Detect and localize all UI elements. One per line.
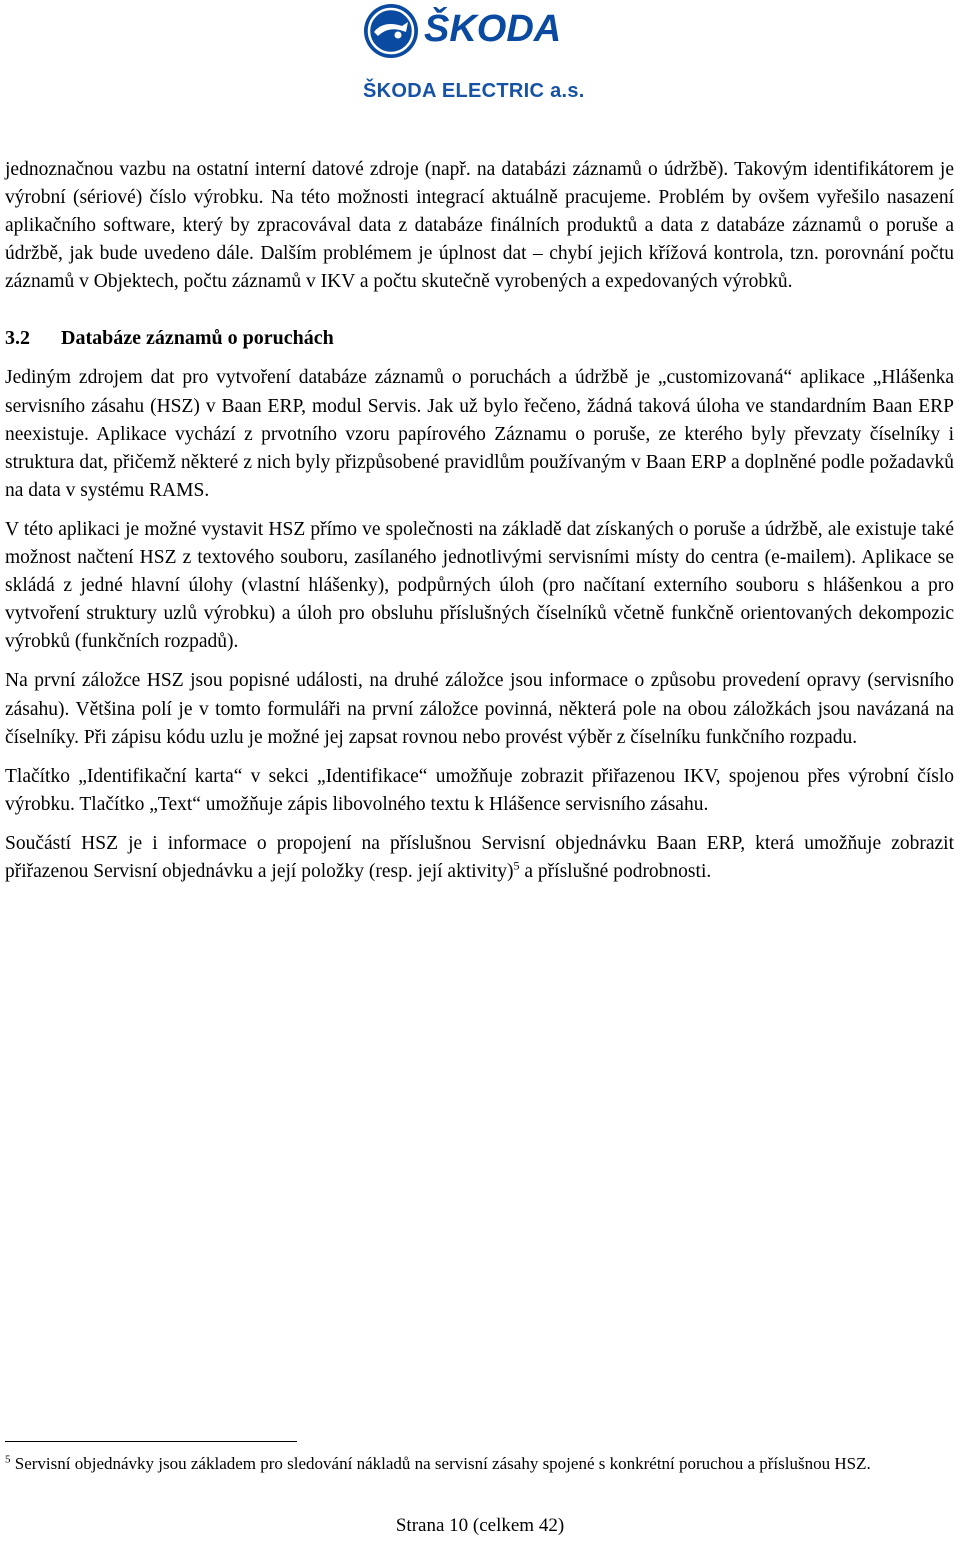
paragraph-6-text: Součástí HSZ je i informace o propojení na příslušnou Servisní objednávku Baan ERP, která umožňuje zobrazit přiřazenou Servisní objednávku a její položky (resp. její aktivity) [5,832,954,882]
footnote-text: Servisní objednávky jsou základem pro sledování nákladů na servisní zásahy spojené s konkrétní poruchou a příslušnou HSZ. [10,1454,871,1473]
footnote-number: 5 [5,1453,11,1466]
footnote-reference: 5 [513,858,520,873]
section-title: Databáze záznamů o poruchách [61,327,334,350]
page-header [0,0,960,110]
section-heading [5,324,954,352]
page-number: Strana 10 (celkem 42) [395,1515,565,1536]
footnote-divider [5,1441,297,1442]
paragraph-6 [5,830,954,886]
paragraph-3: V této aplikaci je možné vystavit HSZ přímo ve společnosti na základě dat získaných o poruše a údržbě, ale existuje také možnost načtení HSZ z textového souboru, zasílaného jednotlivými servisními místy do centra (e-mailem). Aplikace se skládá z jedné hlavní úlohy (vlastní hlášenky), podpůrných úloh (pro načítaní externího souboru s hlášenkou a pro vytvoření struktury uzlů výrobku) a úloh pro obsluhu příslušných číselníků včetně funkčně orientovaných dekompozic výrobků (funkčních rozpadů). [5,518,954,653]
paragraph-2: Jediným zdrojem dat pro vytvoření databáze záznamů o poruchách a údržbě je „customizovaná“ aplikace „Hlášenka servisního zásahu (HSZ) v Baan ERP, modul Servis. Jak už bylo řečeno, žádná taková úloha ve standardním Baan ERP neexistuje. Aplikace vychází z prvotního vzoru papírového Záznamu o poruše, ze kterého byly převzaty číselníky i struktura dat, přičemž některé z nich byly přizpůsobené pravidlům používaným v Baan ERP a doplněné podle požadavků na data v systému RAMS. [5,367,954,501]
paragraph-5: Tlačítko „Identifikační karta“ v sekci „Identifikace“ umožňuje zobrazit přiřazenou IKV, spojenou přes výrobní číslo výrobku. Tlačítko „Text“ umožňuje zápis libovolného textu k Hlášence servisního zásahu. [5,765,954,815]
skoda-logo-text: ŠKODA [424,8,562,50]
paragraph-1: jednoznačnou vazbu na ostatní interní datové zdroje (např. na databázi záznamů o údržbě). Takovým identifikátorem je výrobní (sériové) číslo výrobku. Na této možnosti integrací aktuálně pracujeme. Problém by ovšem vyřešilo nasazení aplikačního software, který by zpracovával data z databáze finálních produktů a data z databáze záznamů o poruše a údržbě, jak bude uvedeno dále. Dalším problémem je úplnost dat – chybí jejich křížová kontrola, tzn. porovnání počtu záznamů v Objektech, počtu záznamů v IKV a počtu skutečně vyrobených a expedovaných výrobků. [5,159,954,293]
paragraph-4: Na první záložce HSZ jsou popisné události, na druhé záložce jsou informace o způsobu provedení opravy (servisního zásahu). Většina polí je v tomto formuláři na první záložce povinná, některá pole na obou záložkách jsou navázaná na číselníky. Při zápisu kódu uzlu je možné jej zapsat rovnou nebo provést výběr z číselníku funkčního rozpadu. [5,670,954,748]
paragraph-6-end: a příslušné podrobnosti. [519,860,712,882]
document-body [5,156,954,897]
skoda-logo [362,2,562,62]
section-number: 3.2 [5,327,30,350]
skoda-arrow-logo-icon [362,2,420,60]
footnote [5,1452,945,1476]
company-name: ŠKODA ELECTRIC a.s. [363,80,585,102]
